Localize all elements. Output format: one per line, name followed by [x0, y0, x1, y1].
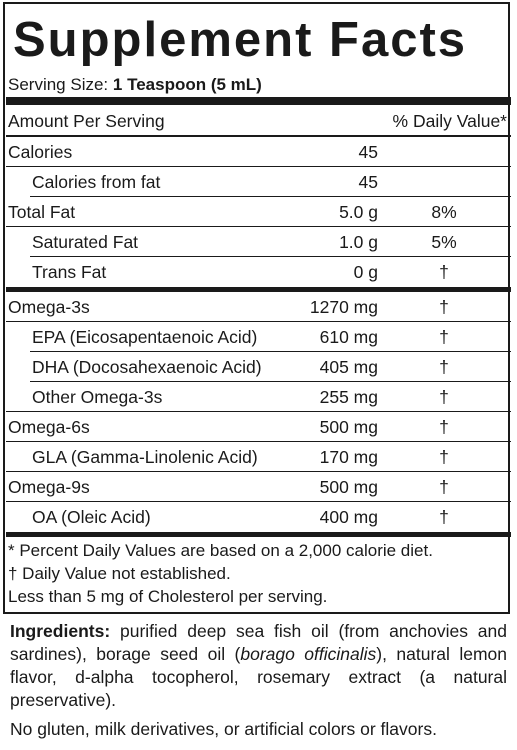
- nutrient-name: OA (Oleic Acid): [32, 507, 151, 527]
- thick-rule-middle: [6, 287, 511, 292]
- nutrient-amount: 500 mg: [319, 477, 378, 497]
- nutrient-row: [6, 382, 511, 412]
- nutrient-row: [6, 137, 511, 167]
- nutrient-row: [6, 352, 511, 382]
- nutrient-row: [6, 502, 511, 532]
- nutrient-row: [6, 442, 511, 472]
- ingredients-latin-name: borago officinalis: [240, 644, 377, 664]
- ingredients-paragraph: [10, 620, 507, 712]
- nutrient-daily-value: †: [439, 327, 449, 347]
- nutrient-daily-value: 5%: [431, 232, 457, 252]
- daily-value-header: % Daily Value*: [392, 111, 507, 131]
- nutrient-name: EPA (Eicosapentaenoic Acid): [32, 327, 258, 347]
- nutrient-daily-value: †: [439, 262, 449, 282]
- nutrient-amount: 0 g: [353, 262, 378, 282]
- nutrient-row: [6, 472, 511, 502]
- free-from-statement: No gluten, milk derivatives, or artificial colors or flavors.: [10, 719, 437, 739]
- nutrient-daily-value: †: [439, 507, 449, 527]
- nutrient-name: Saturated Fat: [32, 232, 139, 252]
- nutrient-daily-value: †: [439, 357, 449, 377]
- nutrient-daily-value: †: [439, 477, 449, 497]
- nutrient-amount: 500 mg: [319, 417, 378, 437]
- amount-per-serving-header: Amount Per Serving: [8, 111, 165, 131]
- nutrient-row: [6, 412, 511, 442]
- nutrient-amount: 45: [358, 172, 378, 192]
- ingredients-label: Ingredients:: [10, 621, 111, 641]
- nutrient-amount: 5.0 g: [339, 202, 378, 222]
- nutrient-amount: 255 mg: [319, 387, 378, 407]
- serving-size: [8, 74, 262, 96]
- nutrient-row: [6, 292, 511, 322]
- footnote-cholesterol: Less than 5 mg of Cholesterol per serving.: [8, 587, 328, 606]
- nutrient-row: [6, 257, 511, 287]
- serving-size-label: Serving Size:: [8, 75, 109, 94]
- nutrient-daily-value: †: [439, 387, 449, 407]
- nutrient-row: [6, 322, 511, 352]
- ingredients-text-2: ), natural lemon flavor, d-alpha tocopherol, rosemary extract (a natural preservative).: [10, 644, 507, 710]
- nutrient-row: [6, 227, 511, 257]
- nutrient-name: Trans Fat: [32, 262, 107, 282]
- nutrient-name: Calories from fat: [32, 172, 161, 192]
- thick-rule-top: [6, 97, 511, 105]
- nutrient-name: Omega-9s: [8, 477, 90, 497]
- nutrient-amount: 405 mg: [319, 357, 378, 377]
- nutrient-name: Omega-3s: [8, 297, 90, 317]
- nutrient-amount: 610 mg: [319, 327, 378, 347]
- ingredients-text-1: purified deep sea fish oil (from anchovies and sardines), borage seed oil (: [10, 621, 507, 664]
- nutrient-daily-value: †: [439, 447, 449, 467]
- serving-size-value: 1 Teaspoon (5 mL): [112, 75, 262, 94]
- nutrient-name: Total Fat: [8, 202, 76, 222]
- nutrient-daily-value: †: [439, 297, 449, 317]
- nutrient-name: Omega-6s: [8, 417, 90, 437]
- nutrient-name: GLA (Gamma-Linolenic Acid): [32, 447, 258, 467]
- nutrient-daily-value: 8%: [431, 202, 457, 222]
- nutrient-amount: 170 mg: [319, 447, 378, 467]
- nutrient-amount: 1270 mg: [309, 297, 378, 317]
- nutrient-name: DHA (Docosahexaenoic Acid): [32, 357, 262, 377]
- panel-title: Supplement Facts: [13, 13, 468, 67]
- footnote-percent: * Percent Daily Values are based on a 2,000 calorie diet.: [8, 541, 433, 560]
- nutrient-amount: 1.0 g: [339, 232, 378, 252]
- nutrient-daily-value: †: [439, 417, 449, 437]
- nutrient-row: [6, 167, 511, 197]
- header-row: [6, 106, 511, 136]
- nutrient-name: Calories: [8, 142, 73, 162]
- footnote-dagger: † Daily Value not established.: [8, 564, 231, 583]
- nutrient-name: Other Omega-3s: [32, 387, 163, 407]
- thick-rule-bottom: [6, 532, 511, 537]
- nutrient-amount: 400 mg: [319, 507, 378, 527]
- nutrient-row: [6, 197, 511, 227]
- nutrient-amount: 45: [358, 142, 378, 162]
